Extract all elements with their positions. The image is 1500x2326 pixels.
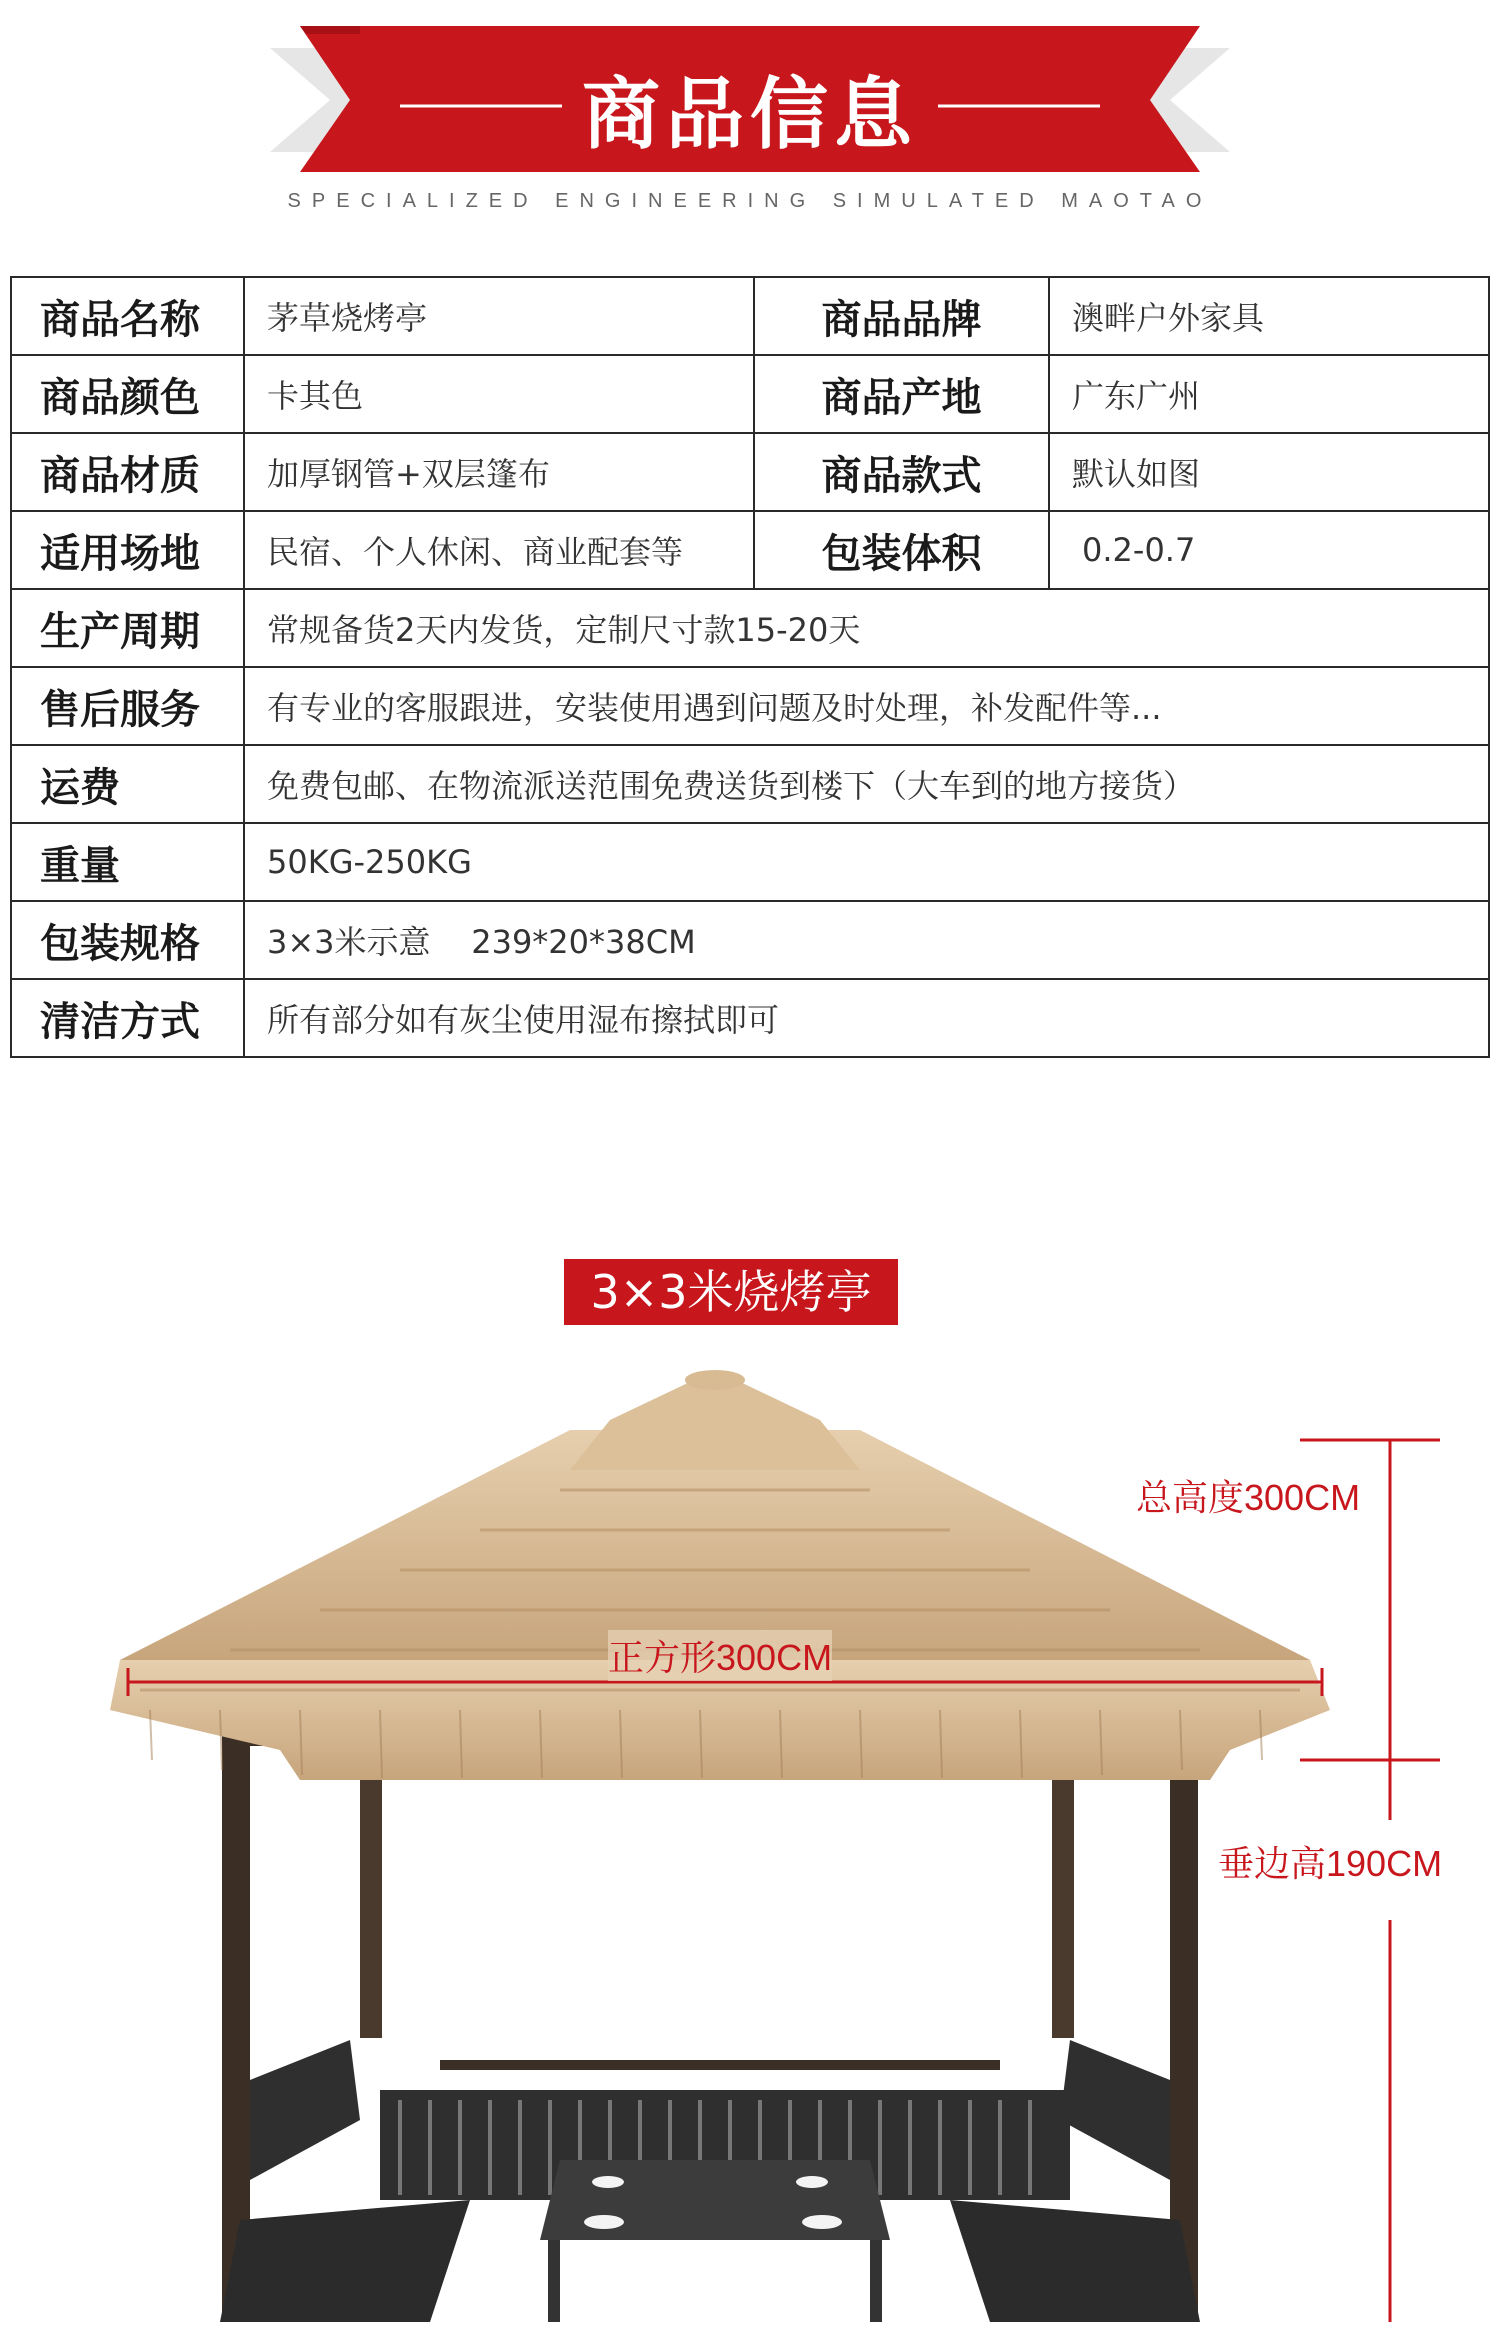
- spec-value: 默认如图: [1049, 433, 1489, 511]
- spec-value: 免费包邮、在物流派送范围免费送货到楼下（大车到的地方接货）: [244, 745, 1489, 823]
- spec-value: 常规备货2天内发货，定制尺寸款15-20天: [244, 589, 1489, 667]
- page-subtitle: SPECIALIZED ENGINEERING SIMULATED MAOTAO: [287, 190, 1213, 212]
- spec-label: 适用场地: [11, 511, 244, 589]
- spec-value: 0.2-0.7: [1049, 511, 1489, 589]
- square-width-label: 正方形300CM: [608, 1630, 832, 1681]
- spec-label: 清洁方式: [11, 979, 244, 1057]
- table-row: [11, 277, 1489, 355]
- spec-label: 商品品牌: [754, 277, 1049, 355]
- spec-label: 商品产地: [754, 355, 1049, 433]
- spec-value: 广东广州: [1049, 355, 1489, 433]
- gazebo-illustration: [0, 1360, 1500, 2322]
- spec-value: 50KG-250KG: [244, 823, 1489, 901]
- spec-label: 商品材质: [11, 433, 244, 511]
- table-row: [11, 823, 1489, 901]
- spec-value: 有专业的客服跟进，安装使用遇到问题及时处理，补发配件等...: [244, 667, 1489, 745]
- spec-value: 澳畔户外家具: [1049, 277, 1489, 355]
- table-row: [11, 745, 1489, 823]
- table-row: [11, 667, 1489, 745]
- spec-label: 重量: [11, 823, 244, 901]
- spec-value: 茅草烧烤亭: [244, 277, 754, 355]
- table-row: [11, 433, 1489, 511]
- product-title-badge: 3×3米烧烤亭: [564, 1259, 898, 1325]
- table-row: [11, 979, 1489, 1057]
- spec-label: 售后服务: [11, 667, 244, 745]
- table-row: [11, 589, 1489, 667]
- spec-label: 包装体积: [754, 511, 1049, 589]
- spec-value: 卡其色: [244, 355, 754, 433]
- table-row: [11, 355, 1489, 433]
- total-height-label: 总高度300CM: [1136, 1477, 1361, 1518]
- spec-label: 包装规格: [11, 901, 244, 979]
- page-title: 商品信息: [581, 70, 918, 160]
- spec-table: [10, 276, 1490, 1058]
- spec-label: 运费: [11, 745, 244, 823]
- spec-label: 商品款式: [754, 433, 1049, 511]
- spec-label: 商品名称: [11, 277, 244, 355]
- spec-value: 3×3米示意 239*20*38CM: [244, 901, 1489, 979]
- spec-label: 生产周期: [11, 589, 244, 667]
- table-row: [11, 901, 1489, 979]
- spec-value: 所有部分如有灰尘使用湿布擦拭即可: [244, 979, 1489, 1057]
- table-row: [11, 511, 1489, 589]
- spec-value: 民宿、个人休闲、商业配套等: [244, 511, 754, 589]
- header-banner: [0, 0, 1500, 230]
- spec-value: 加厚钢管+双层篷布: [244, 433, 754, 511]
- eave-height-label: 垂边高190CM: [1218, 1843, 1443, 1884]
- spec-label: 商品颜色: [11, 355, 244, 433]
